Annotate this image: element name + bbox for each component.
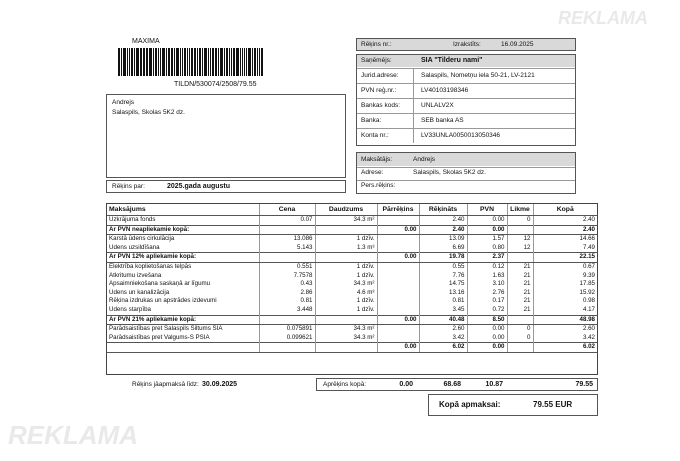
table-cell: 22.15 [533, 253, 597, 263]
table-cell: 6.02 [419, 343, 467, 353]
table-subtotal-row [107, 225, 597, 235]
table-cell: 2.40 [419, 216, 467, 226]
table-cell: 0.551 [259, 262, 315, 271]
table-cell: 1 dzīv. [315, 235, 377, 244]
totals-calculated: 68.68 [443, 381, 461, 388]
table-cell: 7.76 [419, 272, 467, 281]
table-cell: Ar PVN 12% apliekamie kopā: [107, 253, 259, 263]
table-cell: 0.80 [467, 244, 507, 253]
table-header-cell: Pārrēķins [377, 204, 419, 216]
table-cell [315, 315, 377, 325]
table-header-cell: Daudzums [315, 204, 377, 216]
table-cell: 3.10 [467, 280, 507, 289]
payer-value: Andrejs [413, 156, 436, 163]
recipient-value: LV40103198346 [421, 87, 469, 94]
table-cell: 0 [507, 325, 533, 334]
table-cell: 13.086 [259, 235, 315, 244]
table-cell: 4.17 [582, 305, 595, 313]
table-cell: Karstā ūdens cirkulācija [107, 235, 259, 244]
table-cell: 0.00 [467, 325, 507, 334]
table-cell: 1 dzīv. [315, 262, 377, 271]
table-header-cell: Maksājums [107, 204, 259, 216]
recipient-label: PVN reģ.nr.: [361, 87, 397, 94]
payer-label: Pers.rēķins: [361, 182, 396, 189]
table-cell: Ar PVN 21% apliekamie kopā: [107, 315, 259, 325]
table-cell: 0.98 [582, 297, 595, 305]
table-cell: 2.60 [419, 325, 467, 334]
table-cell: 8.50 [467, 315, 507, 325]
table-cell: 3.448 [259, 306, 315, 315]
table-cell [259, 225, 315, 235]
table-row [107, 297, 597, 306]
bill-for-label: Rēķins par: [112, 183, 145, 190]
table-cell: 0.075891 [259, 325, 315, 334]
table-row [107, 306, 597, 315]
table-cell [507, 343, 533, 353]
table-cell [315, 253, 377, 263]
to-pay-label: Kopā apmaksai: [439, 400, 501, 409]
to-pay-box [428, 394, 598, 416]
recipient-value: LV33UNLA0050013050346 [421, 132, 501, 139]
table-cell [507, 253, 533, 263]
table-header-cell: Rēķināts [419, 204, 467, 216]
table-cell: 34.3 m² [315, 334, 377, 343]
table-cell: 21 [507, 280, 533, 289]
table-cell [259, 315, 315, 325]
recipient-label: Konta nr.: [361, 132, 389, 139]
payer-value: Salaspils, Skolas 5K2 dz. [413, 169, 486, 176]
invoice-number-label: Rēķins nr.: [361, 41, 392, 48]
table-cell: 13.16 [419, 289, 467, 298]
table-cell: 0.00 [467, 225, 507, 235]
due-label: Rēķins jāapmaksā līdz: [132, 381, 199, 388]
table-cell: Ar PVN neapliekamie kopā: [107, 225, 259, 235]
table-cell: 14.75 [419, 280, 467, 289]
recipient-label: Banka: [361, 117, 382, 124]
table-cell: 40.48 [419, 315, 467, 325]
table-cell: Parādsaistības pret Valgums-S PSIA [107, 334, 259, 343]
table-cell: 1 dzīv. [315, 297, 377, 306]
table-cell: 0.00 [467, 216, 507, 226]
table-cell: 34.3 m² [315, 325, 377, 334]
recipient-value: SEB banka AS [421, 117, 464, 124]
table-header-cell: PVN [467, 204, 507, 216]
table-header-cell: Cena [259, 204, 315, 216]
to-pay-value: 79.55 EUR [533, 400, 573, 409]
recipient-label: Jurid.adrese: [361, 72, 399, 79]
due-date: 30.09.2025 [202, 381, 238, 388]
totals-row [316, 378, 598, 391]
table-cell: 0.00 [467, 343, 507, 353]
table-cell: 2.86 [259, 289, 315, 298]
table-cell: 3.42 [419, 334, 467, 343]
table-header-cell: Likme [507, 204, 533, 216]
table-row [107, 280, 597, 289]
table-cell: 0.55 [419, 262, 467, 271]
totals-recalc: 0.00 [399, 381, 413, 388]
table-cell: Apsaimniekošana saskaņā ar līgumu [107, 280, 259, 289]
table-cell: Parādsaistības pret Salaspils Siltums SIA [107, 325, 259, 334]
table-cell: 6.69 [419, 244, 467, 253]
table-cell: 9.39 [582, 271, 595, 279]
bill-for-value: 2025.gada augustu [167, 183, 231, 190]
table-cell: 6.02 [533, 343, 597, 353]
table-cell: 2.76 [467, 289, 507, 298]
payer-label: Adrese: [361, 169, 384, 176]
table-row [107, 244, 597, 253]
table-cell: 0.00 [377, 343, 419, 353]
table-cell [377, 272, 419, 281]
table-cell: 2.37 [467, 253, 507, 263]
table-header-row [107, 204, 597, 216]
table-cell: 0 [507, 216, 533, 226]
recipient-value: Salaspils, Nometņu iela 50-21, LV-2121 [421, 72, 535, 79]
table-cell: 0.81 [259, 297, 315, 306]
table-cell: 0.43 [259, 280, 315, 289]
table-cell: Uzkrājuma fonds [107, 216, 259, 226]
table-cell: 17.85 [579, 280, 595, 288]
table-cell [377, 325, 419, 334]
payer-label: Maksātājs: [361, 156, 393, 163]
invoice-issued-label: Izrakstīts: [453, 41, 481, 48]
table-cell: 4.6 m³ [315, 289, 377, 298]
table-cell: 0.67 [582, 262, 595, 270]
table-cell: Ūdens uzsildīšana [107, 244, 259, 253]
table-cell: 1 dzīv. [315, 272, 377, 281]
table-cell: 5.143 [259, 244, 315, 253]
table-row [107, 334, 597, 343]
table-cell [315, 343, 377, 353]
table-cell [377, 334, 419, 343]
recipient-value: UNLALV2X [421, 102, 454, 109]
table-cell [377, 216, 419, 226]
table-cell [107, 343, 259, 353]
watermark-bottom: REKLAMA [8, 420, 138, 450]
seller-name: MAXIMA [132, 38, 160, 45]
table-subtotal-row [107, 253, 597, 263]
table-cell: 1.3 m³ [315, 244, 377, 253]
table-cell: Atkritumu izvešana [107, 272, 259, 281]
table-cell: 21 [507, 297, 533, 306]
table-cell: 0.07 [259, 216, 315, 226]
table-cell: 12 [507, 244, 533, 253]
table-cell [507, 225, 533, 235]
table-cell: 21 [507, 272, 533, 281]
table-cell [259, 253, 315, 263]
table-cell: 0.00 [377, 225, 419, 235]
table-cell: 0.17 [467, 297, 507, 306]
table-row [107, 262, 597, 271]
table-subtotal-row [107, 343, 597, 353]
address-name: Andrejs [112, 99, 135, 106]
address-box [106, 94, 346, 178]
items-table [107, 204, 597, 353]
table-cell: Ūdens starpība [107, 306, 259, 315]
table-cell: 0.00 [377, 253, 419, 263]
table-cell: 3.45 [419, 306, 467, 315]
table-cell: 2.40 [582, 216, 595, 223]
table-cell [377, 297, 419, 306]
watermark-top: REKLAMA [558, 8, 648, 28]
table-cell: 13.09 [419, 235, 467, 244]
bill-for-box [106, 180, 346, 193]
table-cell: 0.00 [467, 334, 507, 343]
table-cell: 21 [507, 306, 533, 315]
table-cell: Rēķina izdrukas un apstrādes izdevumi [107, 297, 259, 306]
recipient-label: Bankas kods: [361, 102, 401, 109]
table-cell: 0.72 [467, 306, 507, 315]
table-cell: 3.42 [582, 333, 595, 341]
table-row [107, 216, 597, 226]
table-cell: 0 [507, 334, 533, 343]
address-street: Salaspils, Skolas 5K2 dz. [112, 109, 185, 116]
table-cell: 0.81 [419, 297, 467, 306]
table-cell [377, 244, 419, 253]
totals-label: Aprēķins kopā: [323, 381, 366, 388]
table-cell: 12 [507, 235, 533, 244]
table-cell: 0.00 [377, 315, 419, 325]
table-cell: 1.57 [467, 235, 507, 244]
table-cell: Ūdens un kanalizācija [107, 289, 259, 298]
payer-box [356, 152, 576, 194]
table-cell: 7.49 [582, 243, 595, 251]
table-cell: 34.3 m² [315, 280, 377, 289]
totals-sum: 79.55 [575, 381, 593, 388]
table-row [107, 272, 597, 281]
table-cell [377, 235, 419, 244]
recipient-heading-value: SIA "Tilderu nami" [421, 57, 483, 64]
table-cell: 15.92 [579, 288, 595, 296]
table-cell: 14.66 [579, 235, 595, 243]
table-cell: 21 [507, 289, 533, 298]
table-cell: 21 [507, 262, 533, 271]
invoice-number-box [356, 38, 576, 51]
table-cell: 2.40 [419, 225, 467, 235]
totals-vat: 10.87 [485, 381, 503, 388]
table-header-cell: Kopā [533, 204, 597, 216]
table-cell: 19.78 [419, 253, 467, 263]
table-cell: 2.40 [533, 225, 597, 235]
table-row [107, 325, 597, 334]
table-row [107, 235, 597, 244]
table-cell: 34.3 m² [315, 216, 377, 226]
table-cell: 48.98 [533, 315, 597, 325]
table-row [107, 289, 597, 298]
table-cell [377, 262, 419, 271]
table-cell [377, 306, 419, 315]
table-cell [315, 225, 377, 235]
table-subtotal-row [107, 315, 597, 325]
recipient-box [356, 54, 576, 146]
table-cell: 0.099621 [259, 334, 315, 343]
table-cell [377, 289, 419, 298]
items-table-box [106, 203, 598, 375]
table-cell [507, 315, 533, 325]
table-cell: 0.12 [467, 262, 507, 271]
table-cell: 1.63 [467, 272, 507, 281]
table-cell: 2.60 [582, 325, 595, 333]
table-cell [377, 280, 419, 289]
table-cell: 7.7578 [259, 272, 315, 281]
barcode [118, 48, 264, 76]
recipient-heading-label: Saņēmējs: [361, 57, 392, 64]
seller-code: TILDN/530074/2508/79.55 [174, 81, 257, 88]
table-cell: Elektrība koplietošanas telpās [107, 262, 259, 271]
table-cell: 1 dzīv. [315, 306, 377, 315]
invoice-issued-date: 16.09.2025 [501, 41, 534, 48]
table-cell [259, 343, 315, 353]
